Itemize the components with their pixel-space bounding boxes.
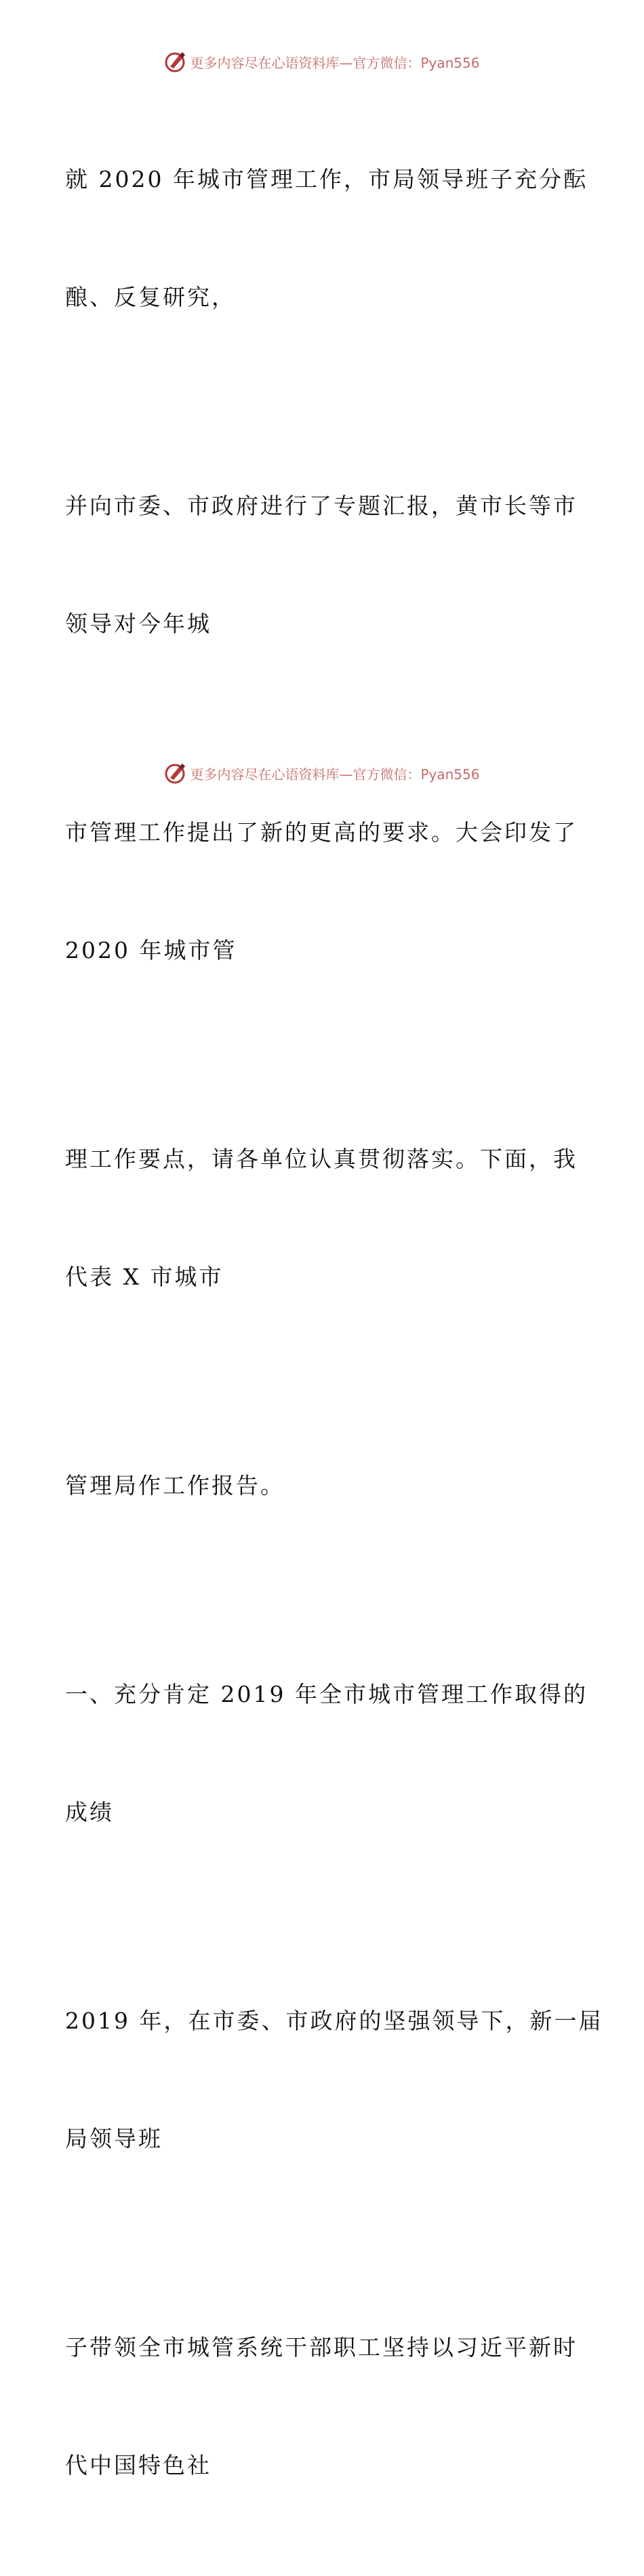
text-line: 2019 年，在市委、市政府的坚强领导下，新一届 — [65, 2008, 603, 2034]
header-watermark — [0, 48, 644, 75]
paragraph — [65, 1388, 580, 1584]
footer-watermark — [0, 760, 644, 787]
document-body — [65, 81, 603, 2576]
watermark-text: 更多内容尽在心语资料库—官方微信：Pyan556 — [190, 766, 480, 783]
text-line: 2020 年城市管 — [65, 937, 237, 963]
section-heading — [65, 1596, 588, 1911]
text-line: 代中国特色社 — [65, 2452, 212, 2478]
paragraph — [65, 1061, 580, 1375]
text-line: 酿、反复研究， — [65, 284, 236, 310]
pen-logo-icon — [164, 762, 187, 785]
text-line: 就 2020 年城市管理工作，市局领导班子充分酝 — [65, 166, 588, 192]
text-line: 理工作要点，请各单位认真贯彻落实。下面，我 — [65, 1146, 578, 1172]
text-line: 市管理工作提出了新的更高的要求。大会印发了 — [65, 819, 578, 846]
paragraph — [65, 81, 588, 396]
text-line: 领导对今年城 — [65, 610, 212, 637]
paragraph — [65, 2249, 580, 2564]
paragraph — [65, 408, 580, 722]
text-line: 管理局作工作报告。 — [65, 1472, 285, 1499]
text-line: 代表 X 市城市 — [65, 1264, 224, 1290]
text-line: 局领导班 — [65, 2125, 163, 2152]
paragraph — [65, 1923, 603, 2237]
text-line: 子带领全市城管系统干部职工坚持以习近平新时 — [65, 2334, 578, 2361]
text-line: 一、充分肯定 2019 年全市城市管理工作取得的 — [65, 1681, 588, 1707]
pen-logo-icon — [164, 50, 187, 73]
text-line: 成绩 — [65, 1799, 114, 1825]
watermark-text: 更多内容尽在心语资料库—官方微信：Pyan556 — [190, 54, 480, 71]
text-line: 并向市委、市政府进行了专题汇报，黄市长等市 — [65, 493, 578, 519]
